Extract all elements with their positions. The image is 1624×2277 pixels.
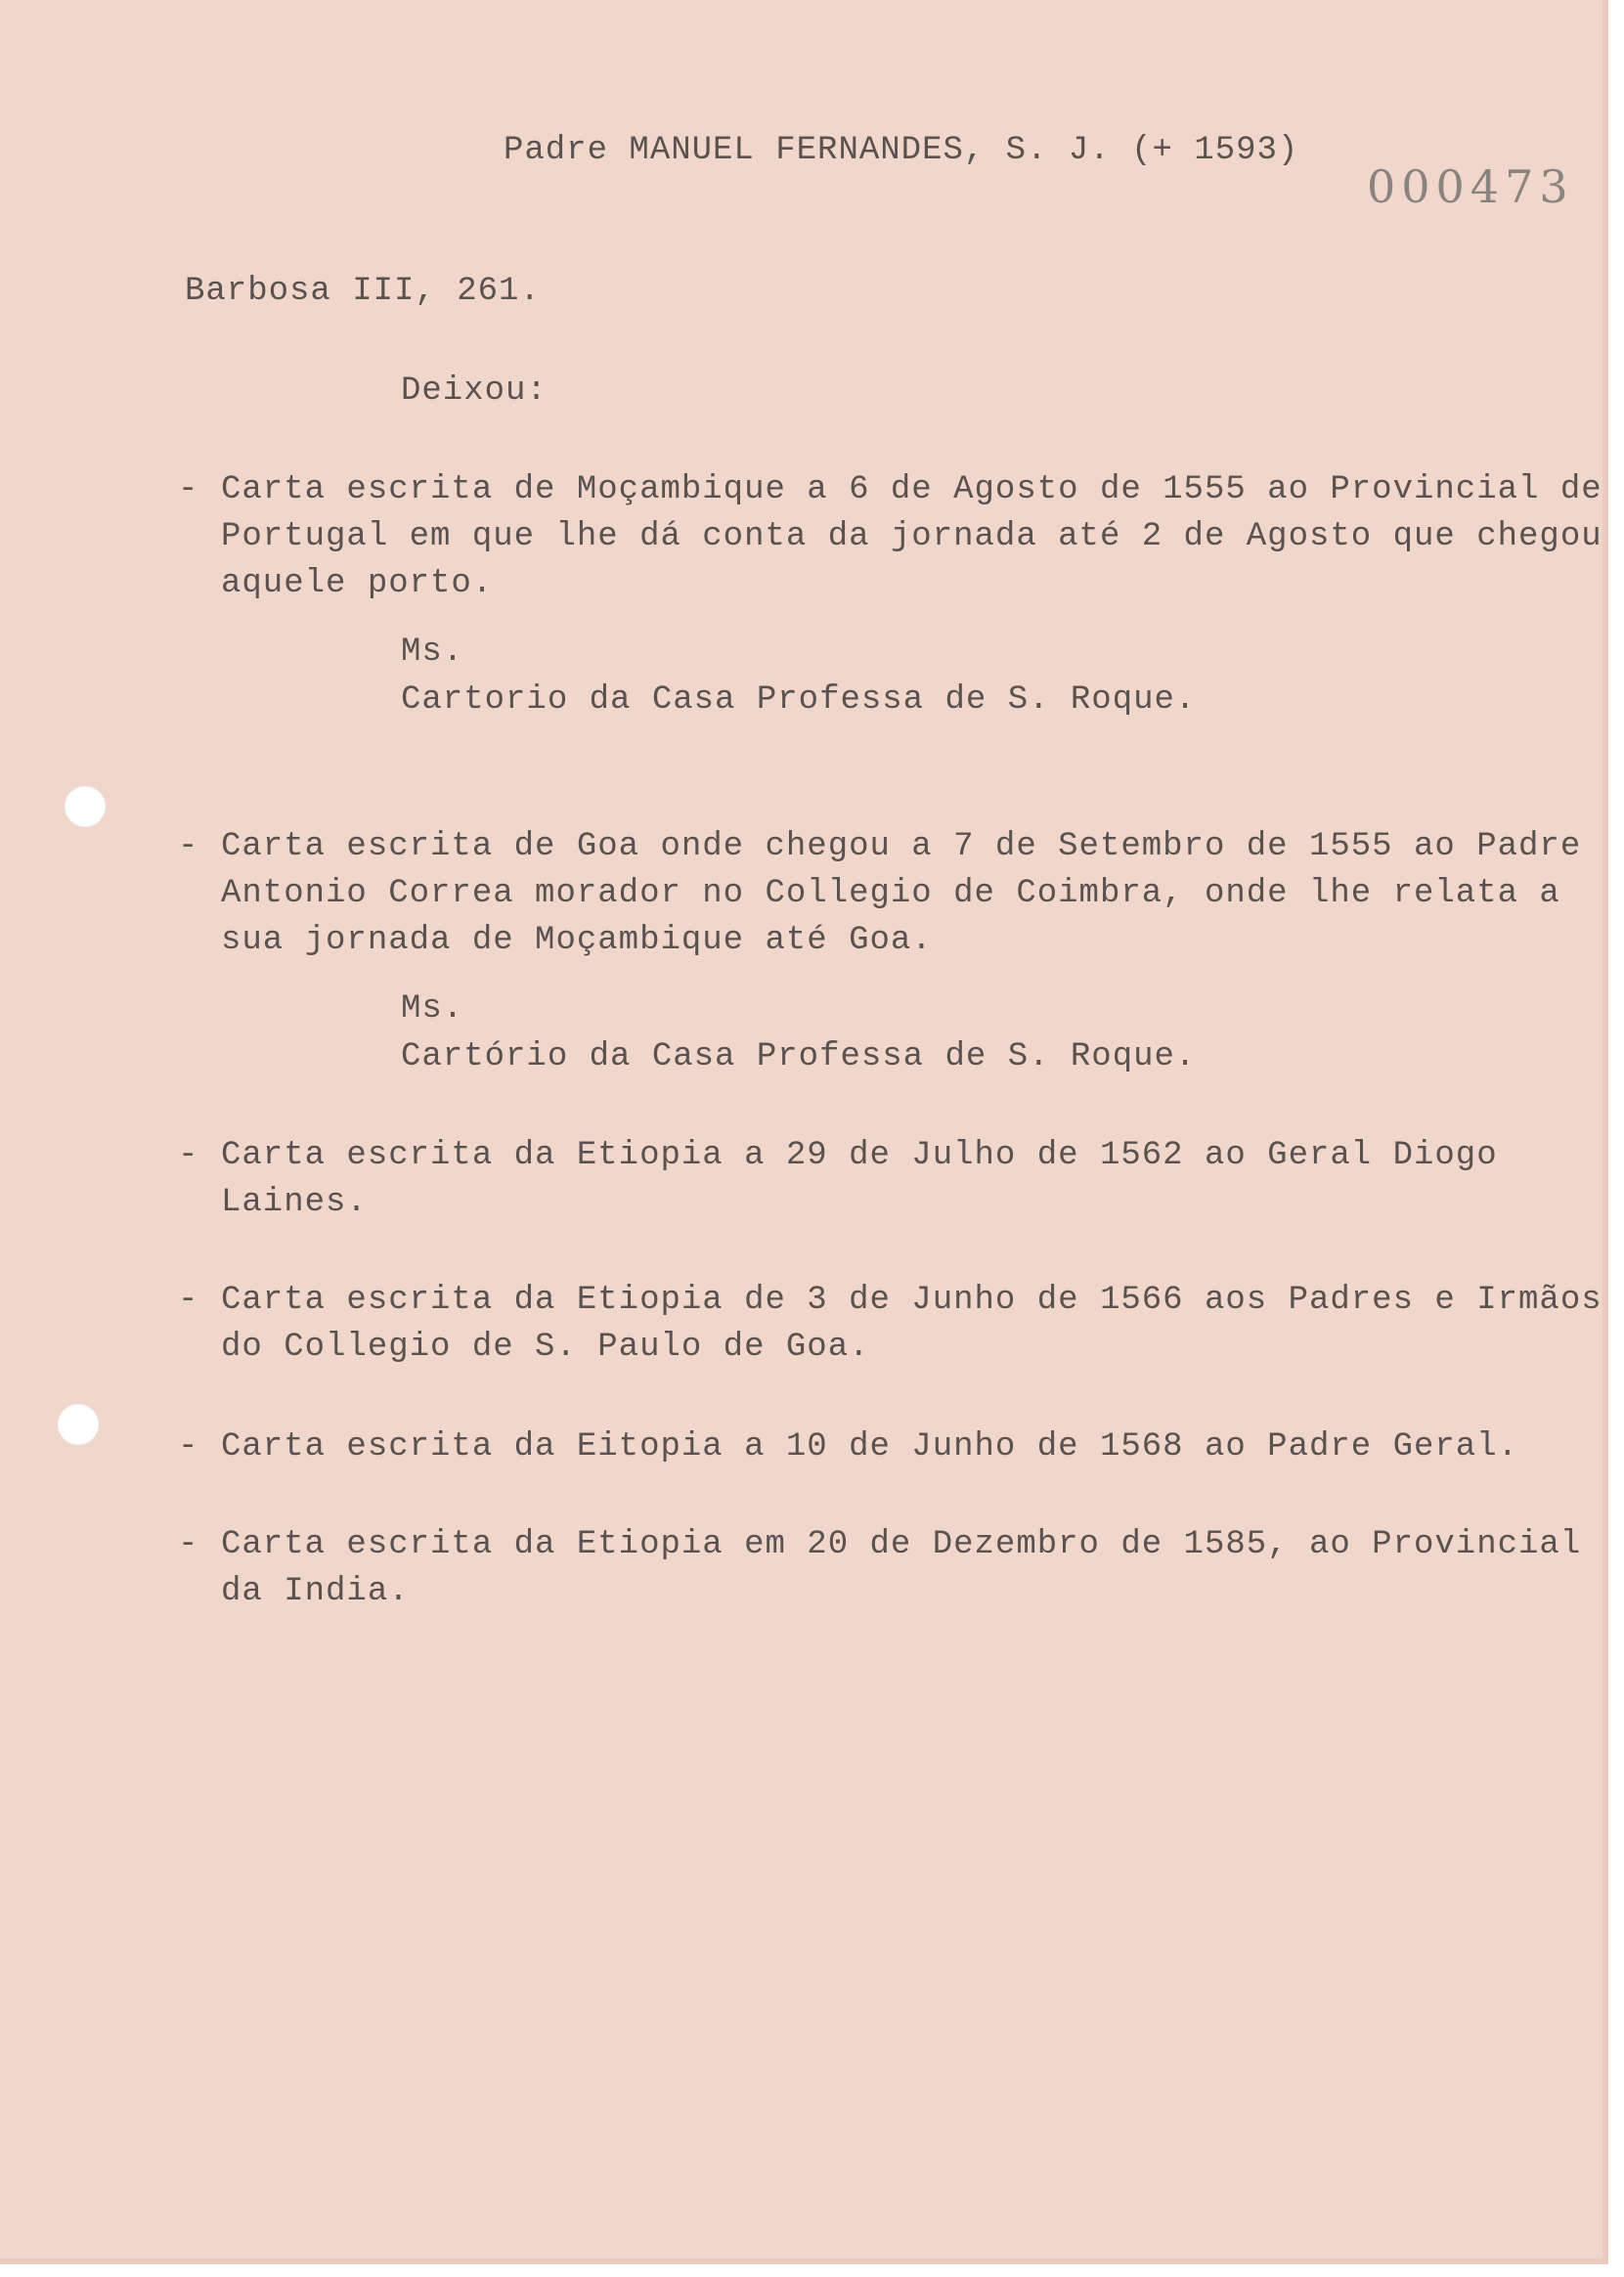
manuscript-label: Ms.: [401, 634, 464, 671]
bibliographic-reference: Barbosa III, 261.: [185, 273, 541, 310]
intro-label: Deixou:: [401, 372, 548, 410]
entry-dash: -: [178, 1428, 199, 1466]
entry-line: Carta escrita de Goa onde chegou a 7 de Setembro de 1555 ao Padre: [221, 828, 1582, 865]
entry-dash: -: [178, 1526, 199, 1563]
entry-line: Carta escrita da Etiopia a 29 de Julho de 1562 ao Geral Diogo: [221, 1137, 1498, 1174]
entry-line: aquele porto.: [221, 565, 494, 602]
entry-line: Carta escrita de Moçambique a 6 de Agosto de 1555 ao Provincial de: [221, 471, 1602, 508]
entry-dash: -: [178, 828, 199, 865]
entry-line: Antonio Correa morador no Collegio de Coimbra, onde lhe relata a: [221, 875, 1560, 912]
entry-line: sua jornada de Moçambique até Goa.: [221, 922, 933, 959]
punch-hole: [58, 1404, 99, 1445]
entry-line: do Collegio de S. Paulo de Goa.: [221, 1329, 870, 1366]
entry-line: Carta escrita da Etiopia em 20 de Dezembro de 1585, ao Provincial: [221, 1526, 1582, 1563]
catalog-number-stamp: 000473: [1367, 160, 1574, 213]
entry-line: Laines.: [221, 1184, 368, 1221]
entry-line: Carta escrita da Eitopia a 10 de Junho de 1568 ao Padre Geral.: [221, 1428, 1519, 1466]
manuscript-location: Cartorio da Casa Professa de S. Roque.: [401, 681, 1197, 719]
manuscript-location: Cartório da Casa Professa de S. Roque.: [401, 1038, 1197, 1075]
punch-hole: [65, 786, 106, 827]
entry-dash: -: [178, 1282, 199, 1319]
page-title: Padre MANUEL FERNANDES, S. J. (+ 1593): [504, 132, 1299, 169]
entry-line: da India.: [221, 1573, 410, 1610]
entry-dash: -: [178, 471, 199, 508]
entry-line: Portugal em que lhe dá conta da jornada até 2 de Agosto que chegou: [221, 518, 1602, 555]
entry-dash: -: [178, 1137, 199, 1174]
entry-line: Carta escrita da Etiopia de 3 de Junho de 1566 aos Padres e Irmãos: [221, 1282, 1602, 1319]
manuscript-label: Ms.: [401, 990, 464, 1028]
